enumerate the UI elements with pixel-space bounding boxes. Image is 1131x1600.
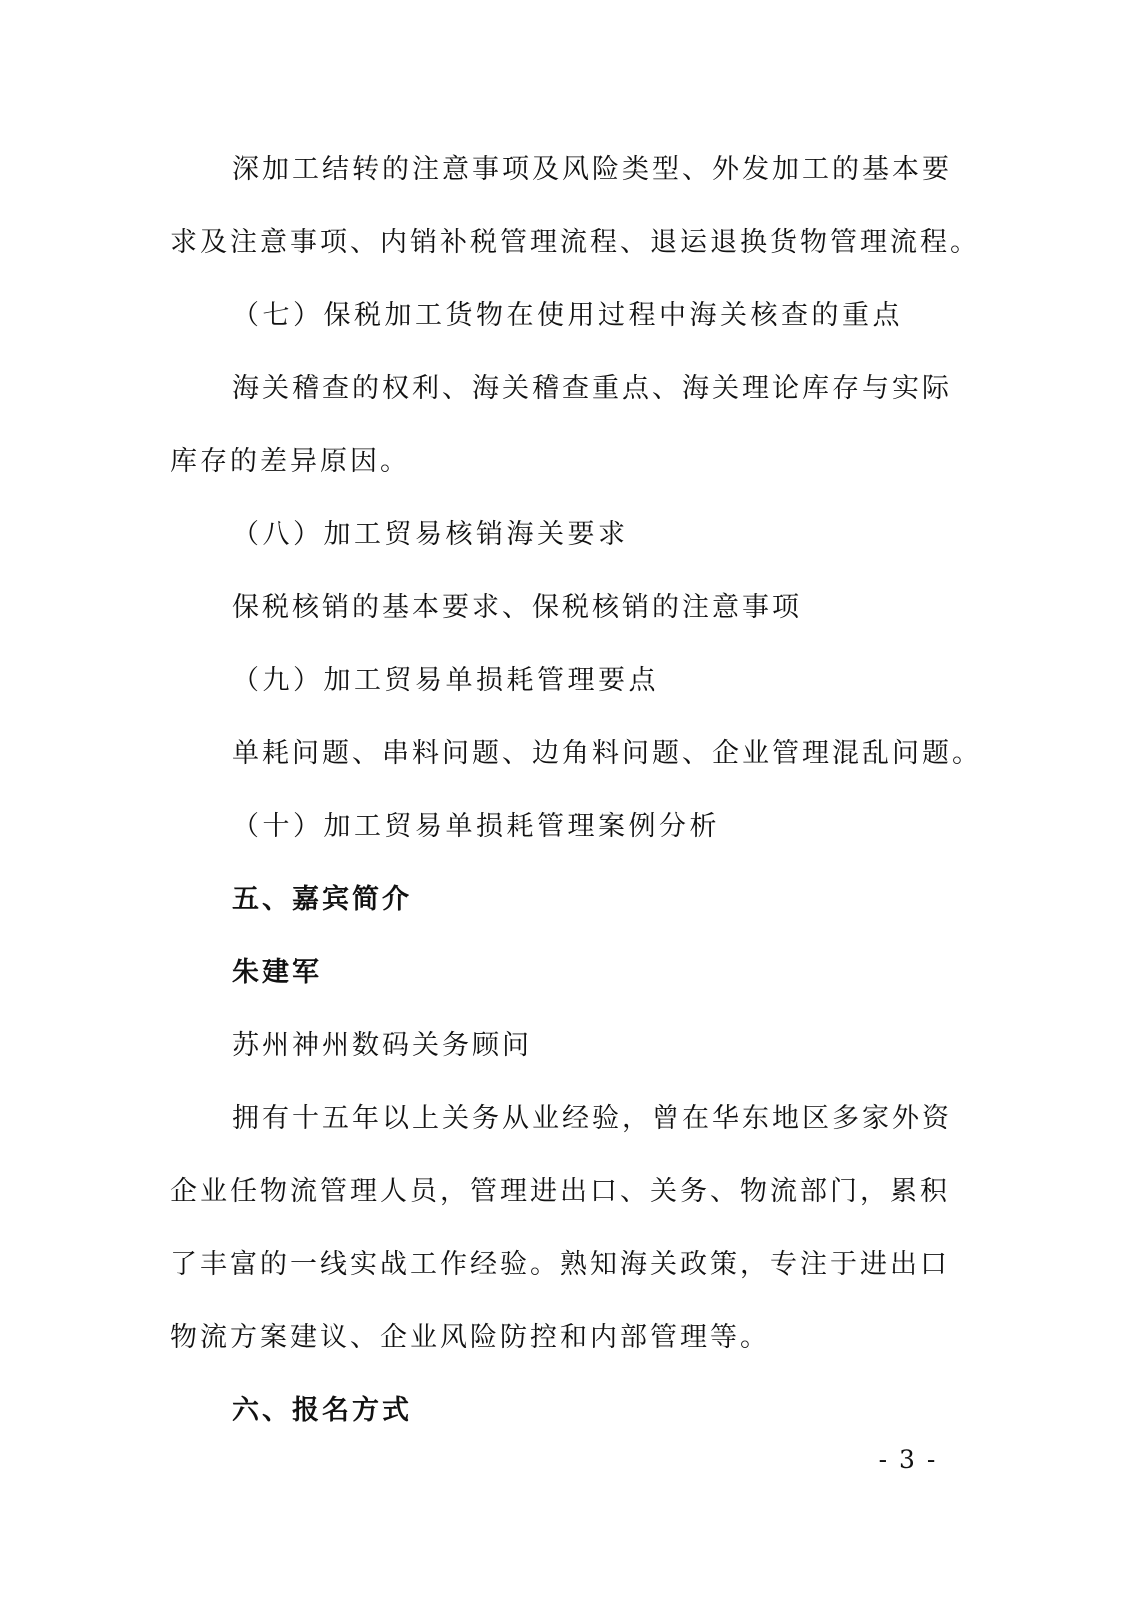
paragraph-line: 深加工结转的注意事项及风险类型、外发加工的基本要 bbox=[232, 154, 952, 185]
subsection-heading-7: （七）保税加工货物在使用过程中海关核查的重点 bbox=[232, 300, 903, 331]
paragraph-line: 拥有十五年以上关务从业经验，曾在华东地区多家外资 bbox=[232, 1103, 952, 1134]
paragraph-line: 企业任物流管理人员，管理进出口、关务、物流部门，累积 bbox=[170, 1176, 950, 1207]
section-heading-guest-intro: 五、嘉宾简介 bbox=[232, 884, 412, 915]
subsection-heading-8: （八）加工贸易核销海关要求 bbox=[232, 519, 629, 550]
section-heading-registration: 六、报名方式 bbox=[232, 1395, 412, 1426]
paragraph-line: 海关稽查的权利、海关稽查重点、海关理论库存与实际 bbox=[232, 373, 952, 404]
paragraph-line: 求及注意事项、内销补税管理流程、退运退换货物管理流程。 bbox=[170, 227, 980, 258]
paragraph-line: 物流方案建议、企业风险防控和内部管理等。 bbox=[170, 1322, 770, 1353]
subsection-heading-9: （九）加工贸易单损耗管理要点 bbox=[232, 665, 659, 696]
guest-name: 朱建军 bbox=[232, 957, 322, 988]
paragraph-line: 库存的差异原因。 bbox=[170, 446, 410, 477]
paragraph-line: 单耗问题、串料问题、边角料问题、企业管理混乱问题。 bbox=[232, 738, 982, 769]
subsection-heading-10: （十）加工贸易单损耗管理案例分析 bbox=[232, 811, 720, 842]
paragraph-line: 保税核销的基本要求、保税核销的注意事项 bbox=[232, 592, 802, 623]
guest-title: 苏州神州数码关务顾问 bbox=[232, 1030, 532, 1061]
paragraph-line: 了丰富的一线实战工作经验。熟知海关政策，专注于进出口 bbox=[170, 1249, 950, 1280]
page-number: - 3 - bbox=[878, 1445, 938, 1474]
